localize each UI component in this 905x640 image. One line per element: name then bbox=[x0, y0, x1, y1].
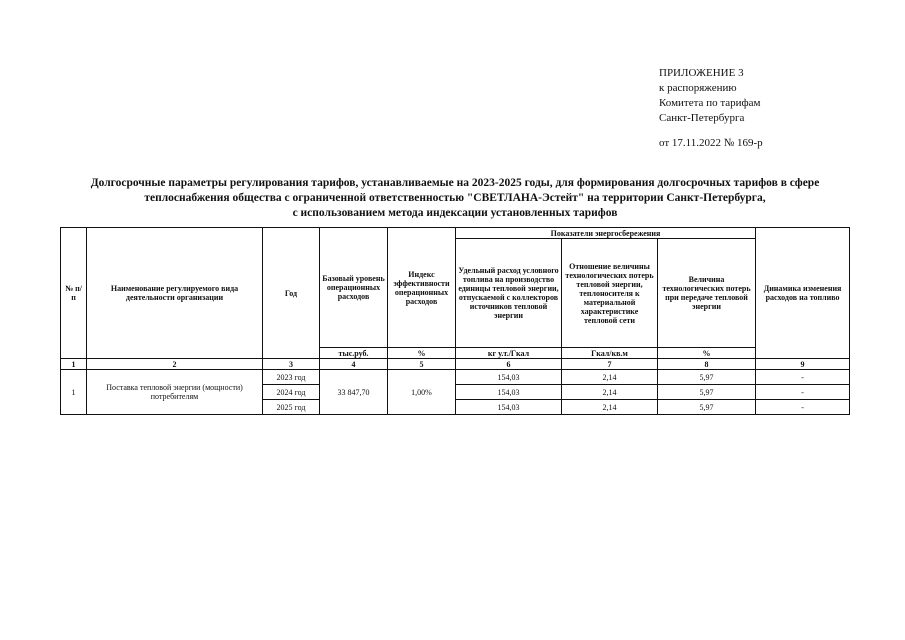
order-reference: от 17.11.2022 № 169-р bbox=[659, 137, 763, 149]
header-specific-fuel: Удельный расход условного топлива на производство единицы тепловой энергии, отпускаемой с коллекторов источников тепловой энергии bbox=[456, 239, 562, 348]
row-specific-fuel: 154,03 bbox=[456, 370, 562, 385]
header-year: Год bbox=[263, 228, 320, 359]
unit-technological-losses: % bbox=[658, 348, 756, 359]
column-number: 3 bbox=[263, 359, 320, 370]
row-fuel-dynamics: - bbox=[756, 400, 850, 415]
row-num: 1 bbox=[61, 370, 87, 415]
column-numbers-row bbox=[61, 359, 850, 370]
header-loss-ratio: Отношение величины технологических потерь тепловой энергии, теплоносителя к материальной характеристике тепловой сети bbox=[562, 239, 658, 348]
annex-line: Комитета по тарифам bbox=[659, 97, 761, 109]
header-technological-losses: Величина технологических потерь при передаче тепловой энергии bbox=[658, 239, 756, 348]
row-year: 2025 год bbox=[263, 400, 320, 415]
row-technological-losses: 5,97 bbox=[658, 385, 756, 400]
annex-line: ПРИЛОЖЕНИЕ 3 bbox=[659, 67, 744, 79]
row-year: 2024 год bbox=[263, 385, 320, 400]
column-number: 6 bbox=[456, 359, 562, 370]
column-number: 1 bbox=[61, 359, 87, 370]
row-technological-losses: 5,97 bbox=[658, 400, 756, 415]
row-specific-fuel: 154,03 bbox=[456, 400, 562, 415]
row-technological-losses: 5,97 bbox=[658, 370, 756, 385]
annex-line: к распоряжению bbox=[659, 82, 737, 94]
unit-loss-ratio: Гкал/кв.м bbox=[562, 348, 658, 359]
header-base-opex: Базовый уровень операционных расходов bbox=[320, 228, 388, 348]
row-fuel-dynamics: - bbox=[756, 385, 850, 400]
row-base-opex: 33 847,70 bbox=[320, 370, 388, 415]
column-number: 2 bbox=[87, 359, 263, 370]
unit-efficiency-index: % bbox=[388, 348, 456, 359]
row-specific-fuel: 154,03 bbox=[456, 385, 562, 400]
header-fuel-dynamics: Динамика изменения расходов на топливо bbox=[756, 228, 850, 359]
row-activity-name: Поставка тепловой энергии (мощности) потребителям bbox=[87, 370, 263, 415]
table-row bbox=[61, 370, 850, 385]
column-number: 5 bbox=[388, 359, 456, 370]
unit-base-opex: тыс.руб. bbox=[320, 348, 388, 359]
annex-line: Санкт-Петербурга bbox=[659, 112, 745, 124]
row-loss-ratio: 2,14 bbox=[562, 370, 658, 385]
header-activity-name: Наименование регулируемого вида деятельности организации bbox=[87, 228, 263, 359]
row-loss-ratio: 2,14 bbox=[562, 385, 658, 400]
column-number: 8 bbox=[658, 359, 756, 370]
column-number: 7 bbox=[562, 359, 658, 370]
title-line: Долгосрочные параметры регулирования тарифов, устанавливаемые на 2023-2025 годы, для формирования долгосрочных тарифов в сфере bbox=[90, 177, 820, 189]
title-line: теплоснабжения общества с ограниченной ответственностью "СВЕТЛАНА-Эстейт" на территории Санкт-Петербурга, bbox=[144, 192, 766, 204]
column-number: 9 bbox=[756, 359, 850, 370]
annex-block bbox=[659, 66, 761, 126]
row-fuel-dynamics: - bbox=[756, 370, 850, 385]
unit-specific-fuel: кг у.т./Гкал bbox=[456, 348, 562, 359]
row-efficiency-index: 1,00% bbox=[388, 370, 456, 415]
header-num: № п/п bbox=[61, 228, 87, 359]
header-efficiency-index: Индекс эффективности операционных расходов bbox=[388, 228, 456, 348]
document-title bbox=[40, 176, 870, 221]
header-energy-saving-group: Показатели энергосбережения bbox=[456, 228, 756, 239]
column-number: 4 bbox=[320, 359, 388, 370]
tariff-parameters-table bbox=[60, 227, 850, 415]
row-year: 2023 год bbox=[263, 370, 320, 385]
row-loss-ratio: 2,14 bbox=[562, 400, 658, 415]
title-line: с использованием метода индексации установленных тарифов bbox=[292, 207, 618, 219]
